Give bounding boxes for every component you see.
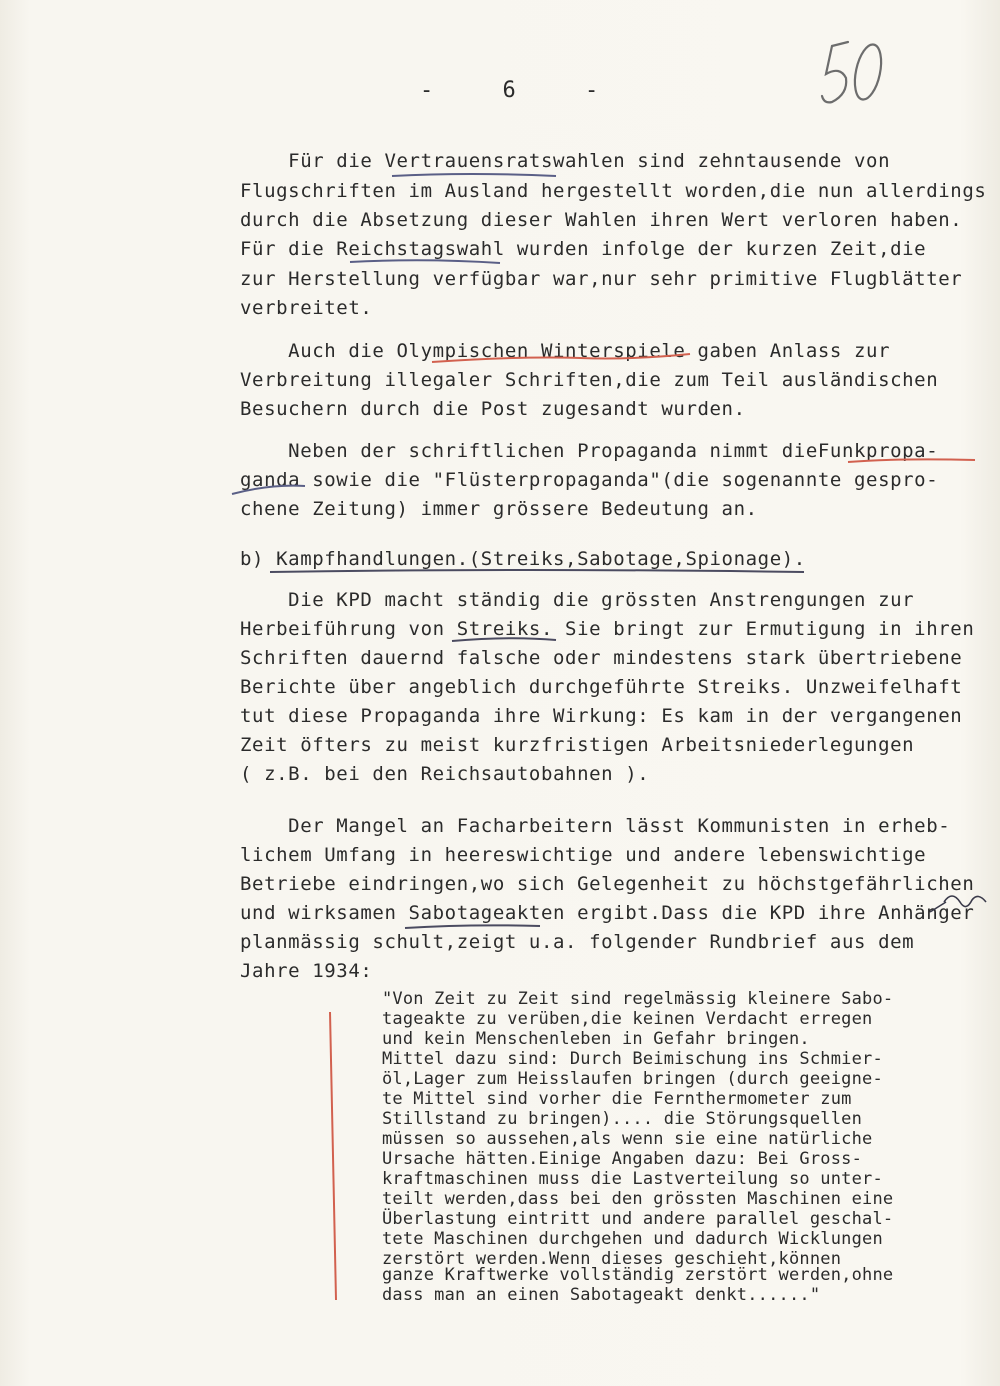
underline-mark [405, 925, 540, 928]
text-line: chene Zeitung) immer grössere Bedeutung an. [240, 498, 758, 520]
quote-line: ganze Kraftwerke vollständig zerstört werden,ohne [382, 1265, 894, 1285]
page-number: - 6 - [420, 78, 627, 103]
underline-mark [350, 260, 500, 263]
quote-line: zerstört werden.Wenn dieses geschieht,können [382, 1249, 842, 1269]
quote-line: tageakte zu verüben,die keinen Verdacht erregen [382, 1009, 873, 1029]
text-line: Verbreitung illegaler Schriften,die zum Teil ausländischen [240, 369, 939, 391]
quote-line: kraftmaschinen muss die Lastverteilung so unter- [382, 1169, 883, 1189]
quote-line: te Mittel sind vorher die Fernthermometer zum [382, 1089, 852, 1109]
handwritten-folio-drawing [818, 30, 888, 110]
text-line: ganda sowie die "Flüsterpropaganda"(die sogenannte gespro- [240, 469, 939, 491]
quote-line: müssen so aussehen,als wenn sie eine natürliche [382, 1129, 873, 1149]
text-line: Jahre 1934: [240, 960, 373, 982]
text-line: Betriebe eindringen,wo sich Gelegenheit zu höchstgefährlichen [240, 873, 975, 895]
text-line: tut diese Propaganda ihre Wirkung: Es kam in der vergangenen [240, 705, 963, 727]
section-heading: b) Kampfhandlungen.(Streiks,Sabotage,Spionage). [240, 548, 806, 570]
text-line: ( z.B. bei den Reichsautobahnen ). [240, 763, 650, 785]
quote-line: tete Maschinen durchgehen und dadurch Wicklungen [382, 1229, 883, 1249]
underline-mark [392, 174, 556, 176]
text-line: durch die Absetzung dieser Wahlen ihren Wert verloren haben. [240, 209, 963, 231]
text-line: verbreitet. [240, 297, 373, 319]
quote-line: Mittel dazu sind: Durch Beimischung ins Schmier- [382, 1049, 883, 1069]
quote-line: Ursache hätten.Einige Angaben dazu: Bei Gross- [382, 1149, 863, 1169]
text-line: Herbeiführung von Streiks. Sie bringt zur Ermutigung in ihren [240, 618, 975, 640]
text-line: Besuchern durch die Post zugesandt wurden. [240, 398, 746, 420]
text-line: Flugschriften im Ausland hergestellt worden,die nun allerdings [240, 180, 987, 202]
text-line: zur Herstellung verfügbar war,nur sehr primitive Flugblätter [240, 268, 963, 290]
text-line: Der Mangel an Facharbeitern lässt Kommunisten in erheb- [240, 815, 951, 837]
quote-line: "Von Zeit zu Zeit sind regelmässig kleinere Sabo- [382, 989, 894, 1009]
handwritten-folio [818, 30, 888, 110]
quote-line: teilt werden,dass bei den grössten Maschinen eine [382, 1189, 894, 1209]
quote-line: dass man an einen Sabotageakt denkt......" [382, 1285, 821, 1305]
text-line: planmässig schult,zeigt u.a. folgender Rundbrief aus dem [240, 931, 915, 953]
quote-line: und kein Menschenleben in Gefahr bringen. [382, 1029, 810, 1049]
quote-line: öl,Lager zum Heisslaufen bringen (durch geeigne- [382, 1069, 883, 1089]
text-line: Schriften dauernd falsche oder mindestens stark übertriebene [240, 647, 963, 669]
text-line: Berichte über angeblich durchgeführte Streiks. Unzweifelhaft [240, 676, 963, 698]
text-line: Die KPD macht ständig die grössten Anstrengungen zur [240, 589, 915, 611]
margin-line [330, 1012, 336, 1300]
underline-mark [270, 570, 804, 572]
text-line: Auch die Olympischen Winterspiele gaben Anlass zur [240, 340, 891, 362]
text-line: Neben der schriftlichen Propaganda nimmt dieFunkpropa- [240, 440, 939, 462]
quote-line: Überlastung eintritt und andere parallel geschal- [382, 1209, 894, 1229]
text-line: lichem Umfang in heereswichtige und andere lebenswichtige [240, 844, 927, 866]
text-line: und wirksamen Sabotageakten ergibt.Dass die KPD ihre Anhänger [240, 902, 975, 924]
text-line: Für die Vertrauensratswahlen sind zehntausende von [240, 150, 891, 172]
text-line: Zeit öfters zu meist kurzfristigen Arbeitsniederlegungen [240, 734, 915, 756]
quote-line: Stillstand zu bringen).... die Störungsquellen [382, 1109, 863, 1129]
text-line: Für die Reichstagswahl wurden infolge der kurzen Zeit,die [240, 238, 927, 260]
